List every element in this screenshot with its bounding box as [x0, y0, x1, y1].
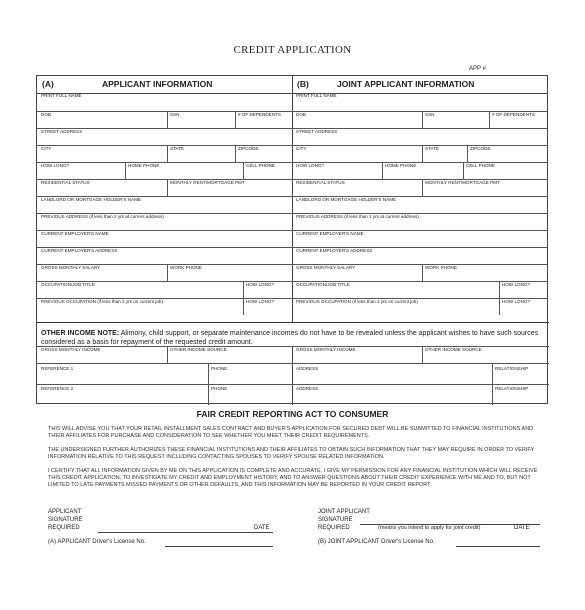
fcra-paragraph-3: I CERTIFY THAT ALL INFORMATION GIVEN BY ME ON THIS APPLICATION IS COMPLETE AND ACCURATE. I GIVE MY PERMISSION FOR ANY FINANCIAL INSTITUTION WHICH WILL RECEIVE THIS CREDIT APPLICATION, TO INVESTIGATE MY CREDIT AND EMPLOYMENT HISTORY, AND TO ANSWER QUESTIONS ABOUT THEIR CREDIT EXPERIENCE WITH ME AND TO, BUT NOT LIMITED TO LATE PAYMENTS MISSED PAYMENTS OR OTHER DEFAULTS, AND THIS INFORMATION MAY BE REPORTED IN YOUR CREDIT REPORT.: [48, 468, 538, 488]
reference1-phone-field[interactable]: PHONE: [211, 366, 228, 371]
b-cellphone-field[interactable]: CELL PHONE: [466, 163, 495, 168]
applicant-signature-block: [48, 508, 83, 532]
reference1-relationship-field[interactable]: RELATIONSHIP: [495, 366, 529, 371]
b-dependents-field[interactable]: # OF DEPENDENTS: [492, 112, 535, 117]
a-cellphone-field[interactable]: CELL PHONE: [246, 163, 275, 168]
applicant-signature-line[interactable]: [98, 532, 273, 533]
a-occupation-field[interactable]: OCCUPATION/JOB TITLE: [41, 282, 95, 287]
cell-divider: [208, 363, 209, 384]
cell-divider: [422, 264, 423, 281]
cell-divider: [422, 346, 423, 363]
applicant-sig-required: REQUIRED: [48, 525, 80, 531]
b-prev-occupation-field[interactable]: PREVIOUS OCCUPATION (if less than 2 yrs on current job): [296, 299, 418, 304]
page-title: CREDIT APPLICATION: [233, 44, 352, 56]
b-salary-field[interactable]: GROSS MONTHLY SALARY: [296, 265, 356, 270]
b-state-field[interactable]: STATE: [425, 146, 440, 151]
cell-divider: [167, 264, 168, 281]
cell-divider: [243, 281, 244, 298]
cell-divider: [499, 298, 500, 315]
joint-license-label: (B) JOINT APPLICANT Driver's License No.: [318, 539, 435, 545]
b-other-gross-field[interactable]: GROSS MONTHLY INCOME: [296, 347, 356, 352]
cell-divider: [235, 145, 236, 162]
row-line: [37, 363, 549, 364]
fcra-paragraph-1: THIS WILL ADVISE YOU THAT YOUR RETAIL INSTALLMENT SALES CONTRACT AND BUYER'S APPLICATION FOR SECURED DEBT WILL BE SUBMITTED TO FINANCIAL INSTITUTIONS AND THEIR AFFILIATES FOR PURCHASE AND CONSIDERATION TO SEE WHETHER YOU MEET THEIR CREDIT REQUIREMENTS.: [48, 426, 534, 439]
a-state-field[interactable]: STATE: [170, 146, 185, 151]
cell-divider: [208, 384, 209, 405]
joint-sig-line2: SIGNATURE: [318, 517, 353, 523]
joint-signature-block: [318, 508, 370, 532]
reference2-address-field[interactable]: ADDRESS: [296, 386, 319, 391]
cell-divider: [422, 179, 423, 196]
b-occupation-field[interactable]: OCCUPATION/JOB TITLE: [296, 282, 350, 287]
b-homephone-field[interactable]: HOME PHONE: [385, 163, 417, 168]
a-street-field[interactable]: STREET ADDRESS: [41, 129, 83, 134]
a-rent-field[interactable]: MONTHLY RENT/MORTGAGE PMT: [170, 180, 245, 185]
reference1-field[interactable]: REFERENCE 1: [41, 366, 74, 371]
a-prevaddress-field[interactable]: PREVIOUS ADDRESS (if less than 2 yrs at current address): [41, 214, 164, 219]
joint-sig-line1: JOINT APPLICANT: [318, 509, 370, 515]
a-employer-address-field[interactable]: CURRENT EMPLOYER'S ADDRESS: [41, 248, 118, 253]
cell-divider: [467, 145, 468, 162]
joint-note: (means you intend to apply for joint credit): [378, 525, 481, 531]
other-income-text: Alimony, child support, or separate maintenance incomes do not have to be revealed unless the applicant wishes to have such sources considered as a basis for repayment of the requested credit amount.: [41, 330, 539, 346]
cell-divider: [243, 162, 244, 179]
a-landlord-field[interactable]: LANDLORD OR MORTGAGE HOLDER'S NAME: [41, 197, 142, 202]
a-zip-field[interactable]: ZIPCODE: [238, 146, 259, 151]
cell-divider: [489, 111, 490, 128]
column-divider: [292, 76, 293, 322]
applicant-sig-line2: SIGNATURE: [48, 517, 83, 523]
a-other-gross-field[interactable]: GROSS MONTHLY INCOME: [41, 347, 101, 352]
b-other-source-field[interactable]: OTHER INCOME SOURCE: [425, 347, 482, 352]
joint-license-line[interactable]: [456, 546, 540, 547]
row-line: [292, 162, 547, 163]
b-occupation-howlong-field[interactable]: HOW LONG?: [502, 282, 531, 287]
applicant-license-line[interactable]: [165, 546, 273, 547]
applicant-header: [37, 76, 292, 94]
joint-date-label: DATE: [514, 525, 530, 531]
b-prev-occupation-howlong-field[interactable]: HOW LONG?: [502, 299, 531, 304]
b-zip-field[interactable]: ZIPCODE: [470, 146, 491, 151]
a-workphone-field[interactable]: WORK PHONE: [170, 265, 202, 270]
cell-divider: [167, 179, 168, 196]
b-dob-field[interactable]: DOB: [296, 112, 306, 117]
joint-tag: (B): [297, 79, 309, 89]
row-line: [37, 322, 549, 323]
a-occupation-howlong-field[interactable]: HOW LONG?: [246, 282, 275, 287]
a-ssn-field[interactable]: SSN: [170, 112, 180, 117]
cell-divider: [492, 384, 493, 405]
b-howlong-field[interactable]: HOW LONG?: [296, 163, 325, 168]
a-salary-field[interactable]: GROSS MONTHLY SALARY: [41, 265, 101, 270]
b-prevaddress-field[interactable]: PREVIOUS ADDRESS (if less than 2 yrs at current address): [296, 214, 419, 219]
row-line: [37, 384, 549, 385]
applicant-header-title: APPLICANT INFORMATION: [102, 79, 213, 89]
b-employer-address-field[interactable]: CURRENT EMPLOYER'S ADDRESS: [296, 248, 373, 253]
column-divider-lower: [292, 346, 293, 405]
fcra-heading: FAIR CREDIT REPORTING ACT TO CONSUMER: [196, 409, 389, 419]
other-income-note: [41, 329, 541, 347]
reference1-address-field[interactable]: ADDRESS: [296, 366, 319, 371]
row-line: [292, 145, 547, 146]
applicant-tag: (A): [42, 79, 54, 89]
b-city-field[interactable]: CITY: [296, 146, 307, 151]
reference2-relationship-field[interactable]: RELATIONSHIP: [495, 386, 529, 391]
b-residential-field[interactable]: RESIDENTIAL STATUS: [296, 180, 345, 185]
b-workphone-field[interactable]: WORK PHONE: [425, 265, 457, 270]
b-name-field[interactable]: PRINT FULL NAME: [296, 93, 337, 98]
reference2-phone-field[interactable]: PHONE: [211, 386, 228, 391]
a-prev-occupation-field[interactable]: PREVIOUS OCCUPATION (if less than 2 yrs on current job): [41, 299, 163, 304]
application-form: [36, 75, 548, 404]
a-name-field[interactable]: PRINT FULL NAME: [41, 93, 82, 98]
b-rent-field[interactable]: MONTHLY RENT/MORTGAGE PMT: [425, 180, 500, 185]
cell-divider: [235, 111, 236, 128]
fcra-paragraph-2: THE UNDERSIGNED FURTHER AUTHORIZES THESE FINANCIAL INSTITUTIONS AND THEIR AFFILIATES TO OBTAIN SUCH INFORMATION THAT THEY MAY REQUIRE IN ORDER TO VERIFY INFORMATION RELATIVE TO THIS REQUEST INCLUDING CONTACTING SPOUSES TO VERIFY SPOUSE RELATED INFORMATION.: [48, 447, 535, 460]
other-income-heading: OTHER INCOME NOTE:: [41, 330, 120, 337]
a-dob-field[interactable]: DOB: [41, 112, 51, 117]
a-prev-occupation-howlong-field[interactable]: HOW LONG?: [246, 299, 275, 304]
cell-divider: [167, 346, 168, 363]
joint-header: [292, 76, 547, 94]
cell-divider: [463, 162, 464, 179]
cell-divider: [243, 298, 244, 315]
b-ssn-field[interactable]: SSN: [425, 112, 435, 117]
cell-divider: [492, 363, 493, 384]
a-homephone-field[interactable]: HOME PHONE: [128, 163, 160, 168]
b-street-field[interactable]: STREET ADDRESS: [296, 129, 338, 134]
cell-divider: [167, 145, 168, 162]
b-employer-field[interactable]: CURRENT EMPLOYER'S NAME: [296, 231, 364, 236]
cell-divider: [382, 162, 383, 179]
cell-divider: [499, 281, 500, 298]
a-employer-field[interactable]: CURRENT EMPLOYER'S NAME: [41, 231, 109, 236]
a-dependents-field[interactable]: # OF DEPENDENTS: [238, 112, 281, 117]
applicant-date-label: DATE: [254, 525, 270, 531]
cell-divider: [125, 162, 126, 179]
joint-header-title: JOINT APPLICANT INFORMATION: [337, 79, 475, 89]
b-landlord-field[interactable]: LANDLORD OR MORTGAGE HOLDER'S NAME: [296, 197, 397, 202]
a-residential-field[interactable]: RESIDENTIAL STATUS: [41, 180, 90, 185]
joint-sig-required: REQUIRED: [318, 525, 350, 531]
a-city-field[interactable]: CITY: [41, 146, 52, 151]
a-other-source-field[interactable]: OTHER INCOME SOURCE: [170, 347, 227, 352]
applicant-sig-line1: APPLICANT: [48, 509, 82, 515]
cell-divider: [422, 111, 423, 128]
cell-divider: [167, 111, 168, 128]
app-number-label: APP #: [469, 66, 486, 72]
cell-divider: [422, 145, 423, 162]
a-howlong-field[interactable]: HOW LONG?: [41, 163, 70, 168]
applicant-license-label: (A) APPLICANT Driver's License No.: [48, 539, 146, 545]
reference2-field[interactable]: REFERENCE 2: [41, 386, 74, 391]
